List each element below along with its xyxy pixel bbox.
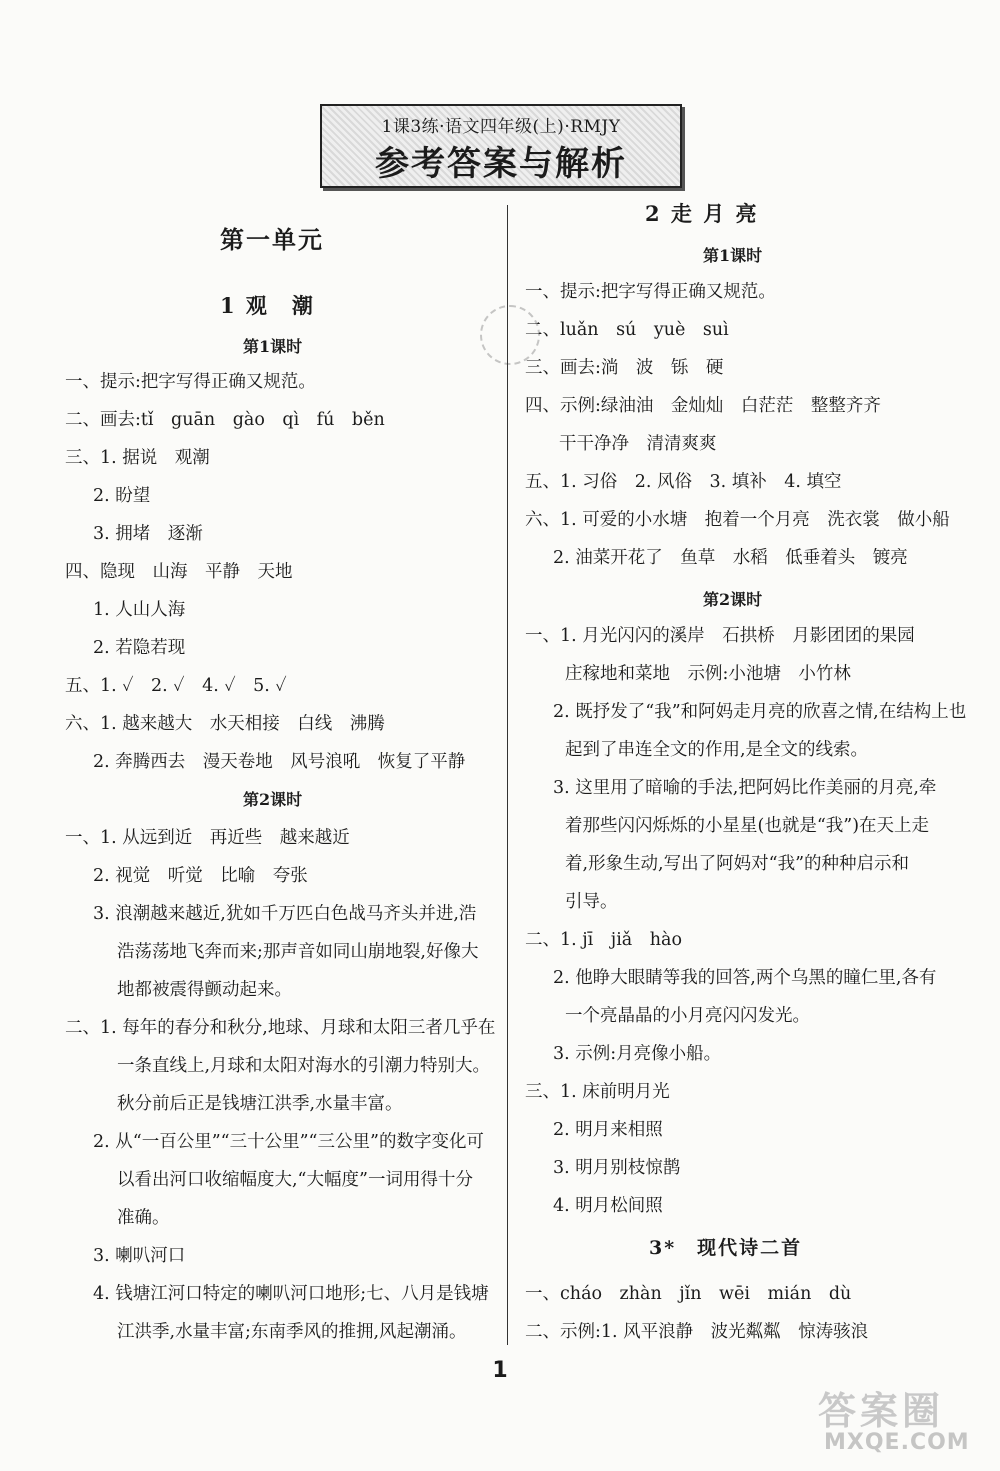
answer-line: 三、画去:淌 波 铄 硬 [525,358,724,378]
answer-line: 3. 明月别枝惊鹊 [553,1158,681,1178]
answer-line: 引导。 [565,892,618,912]
watermark-logo-text: 答案圈 [818,1389,945,1433]
answer-line: 2. 既抒发了“我”和阿妈走月亮的欣喜之情,在结构上也 [553,702,967,722]
answer-line: 2. 奔腾西去 漫天卷地 风号浪吼 恢复了平静 [93,752,466,772]
answer-line: 2. 从“一百公里”“三十公里”“三公里”的数字变化可 [93,1132,484,1152]
answer-line: 地都被震得颤动起来。 [117,980,292,1000]
column-divider [507,205,508,1345]
answer-line: 2. 视觉 听觉 比喻 夸张 [93,866,308,886]
answer-line: 四、示例:绿油油 金灿灿 白茫茫 整整齐齐 [525,396,881,416]
answer-line: 一、1. 月光闪闪的溪岸 石拱桥 月影团团的果园 [525,626,915,646]
answer-line: 3. 喇叭河口 [93,1246,186,1266]
answer-line: 以看出河口收缩幅度大,“大幅度”一词用得十分 [117,1170,473,1190]
answer-line: 着那些闪闪烁烁的小星星(也就是“我”)在天上走 [565,816,930,836]
lesson-title: 1 观 潮 [220,293,315,318]
answer-line: 五、1. ✓ 2. ✓ 4. ✓ 5. ✓ [65,676,287,696]
answer-line: 1. 人山人海 [93,600,186,620]
period-heading: 第1课时 [243,337,303,356]
answer-line: 一、提示:把字写得正确又规范。 [525,282,776,302]
answer-line: 3. 浪潮越来越近,犹如千万匹白色战马齐头并进,浩 [93,904,477,924]
answer-line: 庄稼地和菜地 示例:小池塘 小竹林 [565,664,851,684]
answer-line: 2. 盼望 [93,486,151,506]
answer-line: 2. 明月来相照 [553,1120,663,1140]
answer-line: 浩荡荡地飞奔而来;那声音如同山崩地裂,好像大 [117,942,479,962]
site-watermark [810,1380,980,1460]
answer-line: 三、1. 床前明月光 [525,1082,670,1102]
answer-line: 江洪季,水量丰富;东南季风的推拥,风起潮涌。 [117,1322,467,1342]
answer-line: 2. 若隐若现 [93,638,186,658]
answer-line: 2. 他睁大眼睛等我的回答,两个乌黑的瞳仁里,各有 [553,968,937,988]
book-subtitle: 1课3练·语文四年级(上)·RMJY [381,117,621,137]
answer-line: 着,形象生动,写出了阿妈对“我”的种种启示和 [565,854,910,874]
header-banner [320,104,682,188]
answer-line: 4. 钱塘江河口特定的喇叭河口地形;七、八月是钱塘 [93,1284,489,1304]
period-heading: 第2课时 [243,790,303,809]
answer-line: 2. 油菜开花了 鱼草 水稻 低垂着头 镀亮 [553,548,908,568]
answer-line: 二、画去:tǐ guān gào qì fú běn [65,410,385,430]
answer-line: 三、1. 据说 观潮 [65,448,210,468]
answer-line: 六、1. 可爱的小水塘 抱着一个月亮 洗衣裳 做小船 [525,510,950,530]
answer-line: 二、示例:1. 风平浪静 波光粼粼 惊涛骇浪 [525,1322,869,1342]
answer-line: 四、隐现 山海 平静 天地 [65,562,293,582]
answer-line: 一个亮晶晶的小月亮闪闪发光。 [565,1006,810,1026]
answer-line: 一、cháo zhàn jǐn wēi mián dù [525,1284,852,1304]
answer-line: 起到了串连全文的作用,是全文的线索。 [565,740,869,760]
answer-line: 一、1. 从远到近 再近些 越来越近 [65,828,350,848]
answer-line: 干干净净 清清爽爽 [559,434,717,454]
answer-line: 六、1. 越来越大 水天相接 白线 沸腾 [65,714,385,734]
answer-line: 3. 这里用了暗喻的手法,把阿妈比作美丽的月亮,牵 [553,778,937,798]
lesson-title: 3* 现代诗二首 [649,1237,803,1259]
lesson-title: 2 走 月 亮 [645,201,759,226]
answer-line: 4. 明月松间照 [553,1196,663,1216]
answer-line: 一、提示:把字写得正确又规范。 [65,372,316,392]
answer-line: 准确。 [117,1208,170,1228]
answer-line: 3. 示例:月亮像小船。 [553,1044,722,1064]
page-title: 参考答案与解析 [375,144,627,184]
answer-line: 3. 拥堵 逐渐 [93,524,203,544]
answer-line: 五、1. 习俗 2. 风俗 3. 填补 4. 填空 [525,472,842,492]
answer-line: 二、luǎn sú yuè suì [525,320,729,340]
answer-line: 一条直线上,月球和太阳对海水的引潮力特别大。 [117,1056,491,1076]
answer-line: 二、1. 每年的春分和秋分,地球、月球和太阳三者几乎在 [65,1018,496,1038]
unit-title: 第一单元 [220,225,324,254]
watermark-url: MXQE.COM [824,1430,970,1455]
answer-line: 秋分前后正是钱塘江洪季,水量丰富。 [117,1094,403,1114]
period-heading: 第1课时 [703,246,763,265]
period-heading: 第2课时 [703,590,763,609]
answer-line: 二、1. jī jiǎ hào [525,930,682,950]
page-number: 1 [492,1358,508,1383]
